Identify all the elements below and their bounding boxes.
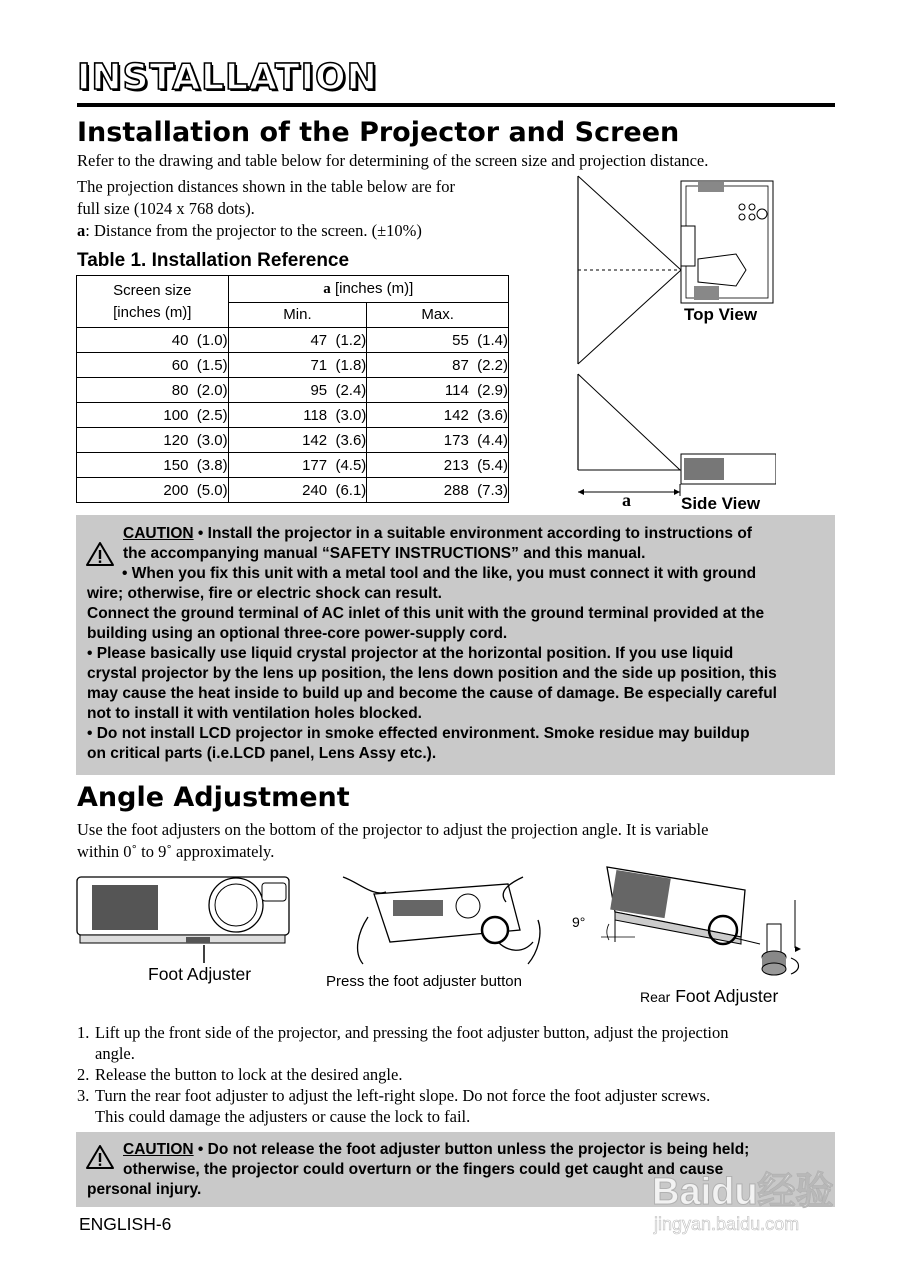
header-screen-size-l1: Screen size (113, 281, 192, 299)
cell-min: 240 (6.1) (228, 478, 367, 503)
a-definition (77, 220, 422, 242)
side-view-diagram (578, 374, 776, 496)
title-rule (77, 103, 835, 107)
cell-min: 71 (1.8) (228, 353, 367, 378)
cell-min: 177 (4.5) (228, 453, 367, 478)
header-screen-size (77, 276, 229, 328)
header-min: Min. (228, 303, 367, 328)
caution2-l3: personal injury. (87, 1181, 202, 1198)
side-view-label: Side View (681, 494, 761, 513)
caution1-first-cont: the accompanying manual “SAFETY INSTRUCTIONS” and this manual. (123, 545, 646, 562)
caution2-label: CAUTION (123, 1141, 194, 1158)
cell-max: 87 (2.2) (367, 353, 509, 378)
caution-label: CAUTION (123, 525, 194, 542)
table-row (77, 403, 509, 428)
cell-screen-size: 80 (2.0) (77, 378, 229, 403)
step-number: 1. (77, 1023, 90, 1042)
step-item (77, 1022, 837, 1064)
step-text-cont: This could damage the adjusters or cause the lock to fail. (95, 1107, 471, 1126)
step-text: Turn the rear foot adjuster to adjust the left-right slope. Do not force the foot adjuster screws. (95, 1086, 711, 1105)
page-footer: ENGLISH-6 (79, 1214, 172, 1234)
caution1-second-cont: wire; otherwise, fire or electric shock can result. (87, 585, 442, 602)
caution1-p4-l2: crystal projector by the lens up position, the lens down position and the side up position, this (87, 665, 777, 682)
header-a (228, 276, 508, 303)
cell-max: 114 (2.9) (367, 378, 509, 403)
note-line-1: The projection distances shown in the table below are for (77, 177, 456, 196)
angle-intro-l1: Use the foot adjusters on the bottom of the projector to adjust the projection angle. It is variable (77, 820, 709, 839)
watermark-url: jingyan.baidu.com (654, 1214, 800, 1234)
rear-foot-adjuster-label (640, 986, 778, 1007)
cell-max: 55 (1.4) (367, 328, 509, 353)
step-text: Release the button to lock at the desired angle. (95, 1065, 403, 1084)
section-intro: Refer to the drawing and table below for determining of the screen size and projection distance. (77, 151, 709, 170)
cell-screen-size: 40 (1.0) (77, 328, 229, 353)
caution1-p4-l3: may cause the heat inside to build up and become the cause of damage. Be especially careful (87, 685, 777, 702)
foot-adjuster-label: Foot Adjuster (148, 964, 252, 984)
caution1-p3-l2: building using an optional three-core power-supply cord. (87, 625, 508, 642)
a-symbol: a (77, 221, 86, 240)
step-number: 3. (77, 1086, 90, 1105)
cell-min: 95 (2.4) (228, 378, 367, 403)
table-row (77, 478, 509, 503)
cell-screen-size: 60 (1.5) (77, 353, 229, 378)
cell-min: 142 (3.6) (228, 428, 367, 453)
caution1-p5-l2: on critical parts (i.e.LCD panel, Lens Assy etc.). (87, 745, 437, 762)
rear-label: Rear (640, 989, 671, 1005)
note-line-2: full size (1024 x 768 dots). (77, 199, 255, 218)
table-row (77, 353, 509, 378)
cell-screen-size: 200 (5.0) (77, 478, 229, 503)
header-a-symbol: a (323, 281, 331, 297)
section-heading-angle: Angle Adjustment (77, 782, 350, 813)
steps-list (77, 1022, 837, 1127)
rear-foot-figure (595, 862, 810, 987)
step-number: 2. (77, 1065, 90, 1084)
rear-foot-adjuster-text: Foot Adjuster (670, 986, 779, 1006)
caution1-first: • Install the projector in a suitable environment according to instructions of (193, 525, 752, 542)
step-item (77, 1064, 837, 1085)
cell-screen-size: 150 (3.8) (77, 453, 229, 478)
caution1-p4-l1: • Please basically use liquid crystal projector at the horizontal position. If you use liquid (87, 645, 734, 662)
section-heading-installation: Installation of the Projector and Screen (77, 117, 680, 148)
header-a-unit: [inches (m)] (330, 280, 414, 297)
top-view-diagram (578, 176, 773, 364)
page-title: INSTALLATION (77, 57, 378, 98)
cell-min: 47 (1.2) (228, 328, 367, 353)
caution1-p5-l1: • Do not install LCD projector in smoke effected environment. Smoke residue may buildup (87, 725, 750, 742)
step-text: Lift up the front side of the projector, and pressing the foot adjuster button, adjust the projection (95, 1023, 729, 1042)
projector-front-figure (76, 875, 291, 965)
cell-screen-size: 120 (3.0) (77, 428, 229, 453)
top-view-label: Top View (684, 305, 758, 324)
header-max: Max. (367, 303, 509, 328)
step-text-cont: angle. (95, 1044, 135, 1063)
a-definition-text: : Distance from the projector to the screen. (±10%) (85, 221, 422, 240)
cell-max: 213 (5.4) (367, 453, 509, 478)
installation-reference-table (76, 275, 509, 503)
cell-max: 173 (4.4) (367, 428, 509, 453)
press-button-label: Press the foot adjuster button (326, 973, 522, 990)
caution-box-1 (76, 515, 835, 775)
table-row (77, 428, 509, 453)
distance-a-label: a (622, 490, 631, 510)
caution1-p4-l4: not to install it with ventilation holes blocked. (87, 705, 422, 722)
cell-screen-size: 100 (2.5) (77, 403, 229, 428)
cell-max: 288 (7.3) (367, 478, 509, 503)
angle-9-label: 9° (572, 914, 586, 930)
caution2-l2: otherwise, the projector could overturn or the fingers could get caught and cause (123, 1161, 724, 1178)
step-item (77, 1085, 837, 1127)
caution2-l1: • Do not release the foot adjuster button unless the projector is being held; (193, 1141, 750, 1158)
angle-intro-l2: within 0˚ to 9˚ approximately. (77, 842, 275, 861)
press-button-figure (338, 872, 553, 970)
caution1-p3-l1: Connect the ground terminal of AC inlet of this unit with the ground terminal provided at the (87, 605, 765, 622)
table-row (77, 453, 509, 478)
projection-diagram (576, 174, 776, 519)
caution1-second: • When you fix this unit with a metal tool and the like, you must connect it with ground (122, 565, 757, 582)
cell-max: 142 (3.6) (367, 403, 509, 428)
table-row (77, 328, 509, 353)
header-screen-size-l2: [inches (m)] (113, 303, 192, 321)
cell-min: 118 (3.0) (228, 403, 367, 428)
watermark-brand: Baidu经验 (652, 1171, 834, 1213)
table-title: Table 1. Installation Reference (77, 250, 350, 271)
table-row (77, 378, 509, 403)
